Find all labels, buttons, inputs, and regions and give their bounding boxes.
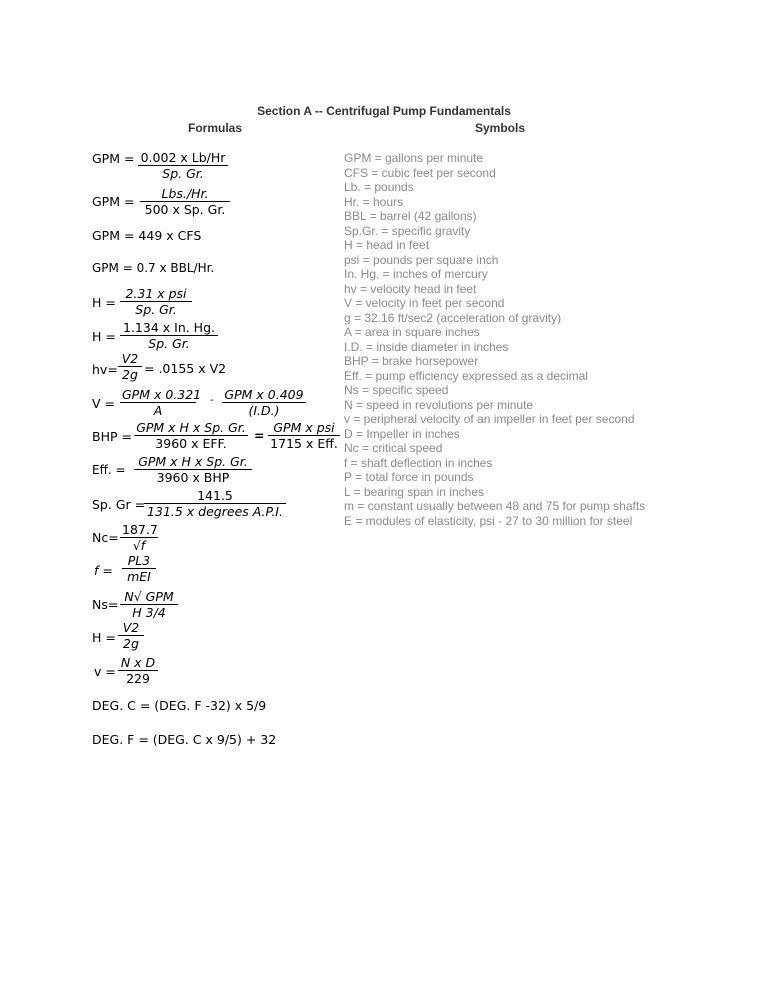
fraction-bhp-h — [134, 420, 248, 452]
fraction-nc — [120, 522, 158, 554]
symbols-list — [344, 151, 645, 528]
formula-gpm-lbhr — [92, 151, 134, 166]
symbol-item: Ns = specific speed — [344, 383, 449, 397]
denominator: 2g — [122, 367, 138, 382]
numerator: Lbs./Hr. — [140, 186, 230, 202]
symbol-item: Nc = critical speed — [344, 441, 443, 455]
denominator: 500 x Sp. Gr. — [144, 202, 226, 217]
symbol-item: H = head in feet — [344, 238, 430, 252]
symbol-item: v = peripheral velocity of an impeller in feet per second — [344, 412, 635, 426]
formula-f: f = — [94, 563, 113, 578]
formula-v-peripheral: v = — [94, 664, 116, 679]
denominator: 229 — [126, 671, 150, 686]
symbol-item: Hr. = hours — [344, 194, 404, 209]
numerator: V2 — [118, 620, 144, 636]
denominator: H 3/4 — [132, 605, 166, 620]
formula-lhs: GPM = — [92, 194, 135, 209]
numerator: N x D — [118, 655, 158, 671]
numerator: PL3 — [122, 553, 156, 569]
symbol-item: E = modules of elasticity, psi - 27 to 30 million for steel — [344, 513, 633, 528]
numerator: 1.134 x In. Hg. — [120, 320, 218, 336]
formula-h-psi: H = — [92, 295, 116, 310]
symbol-item: GPM = gallons per minute — [344, 151, 484, 165]
numerator: 2.31 x psi — [120, 286, 192, 302]
numerator: 0.002 x Lb/Hr — [138, 150, 228, 166]
numerator: GPM x H x Sp. Gr. — [134, 454, 252, 470]
formula-spgr: Sp. Gr = — [92, 497, 146, 512]
numerator: GPM x H x Sp. Gr. — [134, 420, 248, 436]
operator-equals: = — [254, 428, 265, 443]
denominator: Sp. Gr. — [148, 336, 190, 351]
formula-h-hg: H = — [92, 329, 116, 344]
fraction-v-peripheral — [118, 655, 158, 687]
fraction-gpm-lbs — [140, 186, 230, 218]
symbol-item: g = 32.16 ft/sec2 (acceleration of gravity) — [344, 310, 562, 325]
symbol-item: V = velocity in feet per second — [344, 296, 505, 310]
fraction-h-hg — [120, 320, 218, 352]
symbol-item: L = bearing span in inches — [344, 484, 484, 499]
fraction-bhp-psi — [268, 420, 340, 452]
formula-eff: Eff. = — [92, 463, 126, 477]
operator-minus: - — [210, 395, 214, 406]
denominator: 3960 x BHP — [156, 470, 230, 485]
fraction-h-velocity — [118, 620, 144, 652]
symbol-item: CFS = cubic feet per second — [344, 165, 496, 180]
symbol-item: Sp.Gr. = specific gravity — [344, 223, 471, 238]
denominator: 3960 x EFF. — [155, 436, 227, 451]
symbols-header: Symbols — [475, 121, 526, 135]
fraction-gpm-lbhr — [138, 150, 228, 182]
numerator: V2 — [118, 351, 142, 367]
numerator: GPM x 0.321 — [122, 387, 202, 402]
formula-hv-rhs: = .0155 x V2 — [144, 361, 227, 376]
symbol-item: Lb. = pounds — [344, 180, 414, 194]
fraction-eff — [134, 454, 252, 486]
formulas-header: Formulas — [188, 121, 243, 135]
denominator: mEI — [127, 569, 151, 584]
formula-v: V = — [92, 396, 115, 411]
formula-deg-f: DEG. F = (DEG. C x 9/5) + 32 — [92, 732, 277, 747]
formula-gpm-lbs — [92, 194, 134, 209]
symbol-item: BBL = barrel (42 gallons) — [344, 209, 477, 223]
numerator: GPM x 0.409 — [222, 387, 306, 403]
fraction-ns — [120, 589, 178, 621]
formula-bhp: BHP = — [92, 429, 132, 444]
denominator: A — [153, 403, 163, 418]
symbol-item: m = constant usually between 48 and 75 for pump shafts — [344, 499, 646, 513]
fraction-v-a — [120, 387, 202, 419]
formula-ns: Ns= — [92, 597, 119, 612]
denominator: Sp. Gr. — [162, 166, 204, 181]
numerator: 187.7 — [122, 522, 158, 537]
denominator: Sp. Gr. — [135, 302, 177, 317]
numerator: N√ GPM — [120, 589, 178, 605]
numerator: GPM x psi — [268, 420, 340, 436]
formula-gpm-bbl: GPM = 0.7 x BBL/Hr. — [92, 261, 215, 275]
numerator: 141.5 — [144, 488, 286, 504]
fraction-spgr — [144, 488, 286, 520]
symbol-item: N = speed in revolutions per minute — [344, 397, 534, 412]
formula-nc: Nc= — [92, 530, 119, 545]
symbol-item: P = total force in pounds — [344, 470, 474, 484]
symbol-item: f = shaft deflection in inches — [344, 455, 493, 470]
fraction-v-id — [222, 387, 306, 419]
fraction-h-psi — [120, 286, 192, 318]
formula-h-velocity: H = — [92, 630, 116, 645]
formula-lhs: GPM = — [92, 151, 135, 166]
page-title: Section A -- Centrifugal Pump Fundamentals — [257, 104, 511, 118]
fraction-hv — [118, 351, 142, 383]
symbol-item: BHP = brake horsepower — [344, 354, 479, 368]
denominator: √f — [132, 538, 146, 553]
symbol-item: Eff. = pump efficiency expressed as a decimal — [344, 368, 589, 383]
formula-gpm-cfs: GPM = 449 x CFS — [92, 228, 202, 243]
denominator: 1715 x Eff. — [270, 436, 338, 451]
denominator: 2g — [123, 636, 139, 651]
symbol-item: In. Hg. = inches of mercury — [344, 267, 488, 281]
denominator: (I.D.) — [248, 403, 280, 418]
formula-hv: hv= — [92, 362, 118, 377]
formula-deg-c: DEG. C = (DEG. F -32) x 5/9 — [92, 698, 267, 713]
symbol-item: A = area in square inches — [344, 325, 480, 339]
symbol-item: I.D. = inside diameter in inches — [344, 339, 509, 354]
denominator: 131.5 x degrees A.P.I. — [147, 504, 283, 519]
symbol-item: hv = velocity head in feet — [344, 281, 477, 296]
symbol-item: D = Impeller in inches — [344, 426, 460, 441]
fraction-f — [122, 553, 156, 585]
symbol-item: psi = pounds per square inch — [344, 252, 499, 267]
